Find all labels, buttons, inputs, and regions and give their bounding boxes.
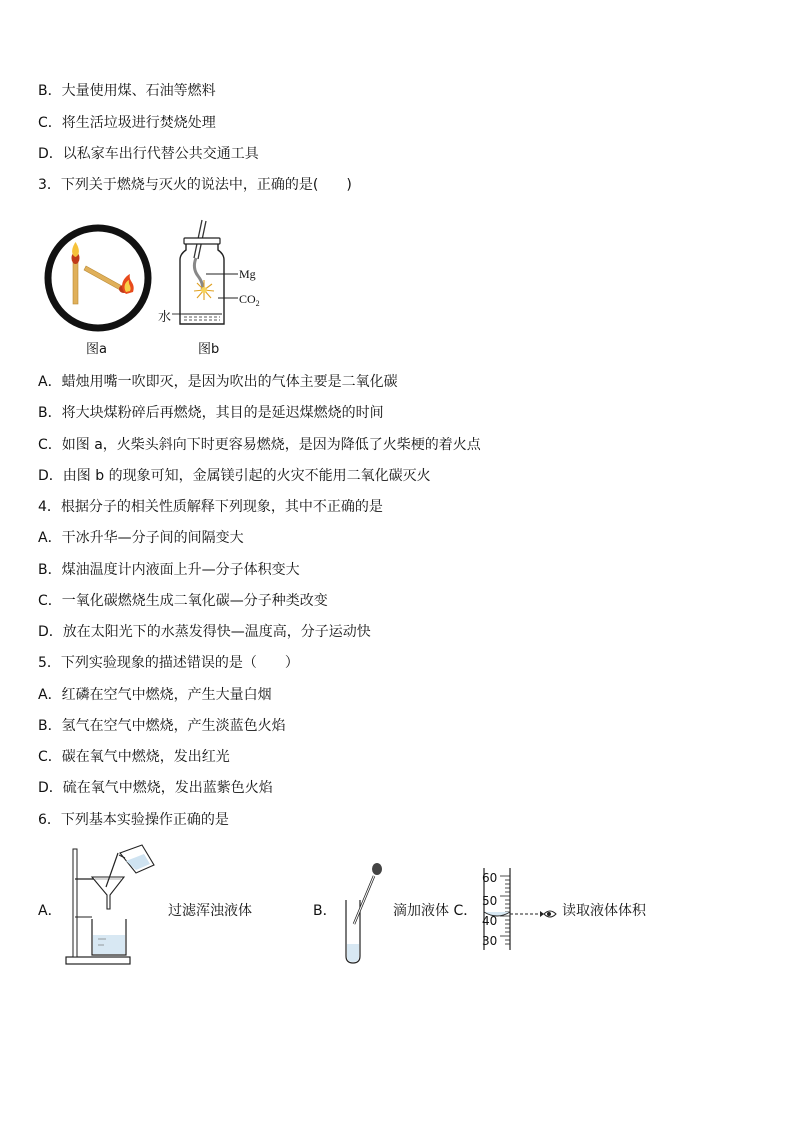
q5-option-a: A．红磷在空气中燃烧，产生大量白烟 [38, 687, 272, 703]
q6-option-a-text: 过滤浑浊液体 [168, 903, 252, 919]
figure-b-caption: 图b [198, 342, 220, 357]
cylinder-tick-40: 40 [482, 914, 498, 928]
figure-b-mg-label: Mg [239, 267, 256, 281]
q3-option-c: C．如图 a，火柴头斜向下时更容易燃烧，是因为降低了火柴梗的着火点 [38, 437, 481, 453]
figure-b-co2-label: CO [239, 292, 256, 306]
q2-option-d: D．以私家车出行代替公共交通工具 [38, 146, 259, 162]
q5-option-b: B．氢气在空气中燃烧，产生淡蓝色火焰 [38, 718, 286, 734]
q2-option-b: B．大量使用煤、石油等燃料 [38, 83, 216, 99]
q3-option-a: A．蜡烛用嘴一吹即灭，是因为吹出的气体主要是二氧化碳 [38, 374, 398, 390]
q6-stem: 6．下列基本实验操作正确的是 [38, 812, 229, 828]
svg-text:CO2 [239, 292, 260, 308]
q4-option-b: B．煤油温度计内液面上升—分子体积变大 [38, 562, 300, 578]
q5-option-c: C．碳在氧气中燃烧，发出红光 [38, 749, 230, 765]
q3-option-d: D．由图 b 的现象可知，金属镁引起的火灾不能用二氧化碳灭火 [38, 468, 431, 484]
figure-b-co2-subscript: 2 [255, 299, 260, 308]
figure-dropper-image [336, 862, 386, 966]
figure-filtration-image [62, 843, 162, 967]
q2-option-c: C．将生活垃圾进行焚烧处理 [38, 115, 216, 131]
cylinder-tick-50: 50 [482, 894, 498, 908]
cylinder-tick-60: 60 [482, 871, 498, 885]
cylinder-tick-30: 30 [482, 934, 498, 948]
q3-option-b: B．将大块煤粉碎后再燃烧，其目的是延迟煤燃烧的时间 [38, 405, 384, 421]
figure-b-water-label: 水 [158, 310, 172, 325]
q3-stem: 3．下列关于燃烧与灭火的说法中，正确的是( ) [38, 177, 352, 193]
q4-option-c: C．一氧化碳燃烧生成二氧化碳—分子种类改变 [38, 593, 328, 609]
q5-stem: 5．下列实验现象的描述错误的是（ ） [38, 655, 299, 671]
q4-stem: 4．根据分子的相关性质解释下列现象，其中不正确的是 [38, 499, 383, 515]
figure-a-caption: 图a [86, 342, 107, 357]
q6-option-b-text: 滴加液体 C． [393, 903, 478, 919]
q6-option-b-letter: B． [313, 903, 337, 919]
figure-a-matches-image [42, 222, 154, 334]
figure-b-magnesium-jar-image [158, 218, 268, 330]
q5-option-d: D．硫在氧气中燃烧，发出蓝紫色火焰 [38, 780, 273, 796]
q6-option-a-letter: A． [38, 903, 62, 919]
q4-option-d: D．放在太阳光下的水蒸发得快—温度高，分子运动快 [38, 624, 371, 640]
q6-option-c-text: 读取液体体积 [562, 903, 646, 919]
q4-option-a: A．干冰升华—分子间的间隔变大 [38, 530, 244, 546]
